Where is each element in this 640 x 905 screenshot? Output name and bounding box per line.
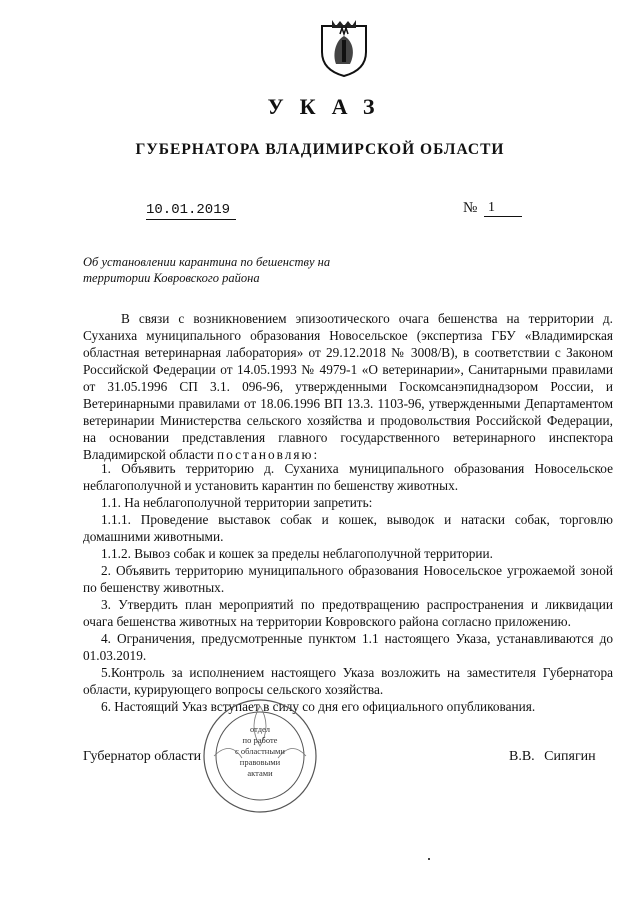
caption-line: территории Ковровского района: [83, 271, 260, 285]
decree-item-4: 4. Ограничения, предусмотренные пунктом 1.1 настоящего Указа, устанавливаются до 01.03.2019.: [83, 631, 613, 663]
decree-item-1-1-1: 1.1.1. Проведение выставок собак и кошек, выводок и натаски собак, торговлю домашними животными.: [83, 512, 613, 544]
document-number: 1: [484, 200, 522, 217]
decree-item-2: 2. Объявить территорию муниципального образования Новосельское угрожаемой зоной по бешенству животных.: [83, 563, 613, 595]
stamp-line: отдел: [249, 724, 271, 734]
document-date: 10.01.2019: [146, 202, 236, 220]
stamp-text: [200, 724, 320, 779]
decree-item-6: 6. Настоящий Указ вступает в силу со дня его официального опубликования.: [101, 699, 536, 714]
page-mark: [428, 858, 430, 860]
decree-item-1-1-2: 1.1.2. Вывоз собак и кошек за пределы неблагополучной территории.: [101, 546, 493, 561]
preamble-text: В связи с возникновением эпизоотического очага бешенства на территории д. Суханиха муниципального образования Новосельское (экспертиза ГБУ «Владимирская областная ветеринарная лаборатория» от 29.12.2018 № 3008/В), в соответствии с Законом Российской Федерации от 14.05.1993 № 4979-1 «О ветеринарии», Санитарными правилами от 31.05.1996 СП 3.1. 096-96, утвержденными Госкомсанэпиднадзором России, и Ветеринарными правилами от 18.06.1996 ВП 13.3. 1103-96, утвержденными Департаментом ветеринарии Министерства сельского хозяйства и продовольствия Российской Федерации, на основании представления главного государственного ветеринарного инспектора Владимирской области: [83, 311, 613, 462]
decree-item-3: 3. Утвердить план мероприятий по предотвращению распространения и ликвидации очага бешенства животных на территории Ковровского района согласно приложению.: [83, 597, 613, 629]
stamp-line: с областными: [235, 746, 285, 756]
signature-title: Губернатор области: [83, 749, 202, 764]
preamble-paragraph: [83, 310, 613, 463]
decree-item-1: 1. Объявить территорию д. Суханиха муниципального образования Новосельское неблагополучной и установить карантин по бешенству животных.: [83, 461, 613, 493]
signature-name: В.В. Сипягин: [509, 749, 596, 764]
decree-item-5: 5.Контроль за исполнением настоящего Указа возложить на заместителя Губернатора области, курирующего вопросы сельского хозяйства.: [83, 665, 613, 697]
decree-items: [83, 460, 613, 715]
stamp-line: по работе: [242, 735, 278, 745]
caption-line: Об установлении карантина по бешенству на: [83, 255, 331, 269]
coat-of-arms-icon: [318, 18, 370, 78]
document-caption: [83, 254, 383, 286]
stamp-line: правовыми: [239, 757, 281, 767]
document-subtitle: ГУБЕРНАТОРА ВЛАДИМИРСКОЙ ОБЛАСТИ: [135, 141, 505, 158]
decree-item-1-1: 1.1. На неблагополучной территории запретить:: [101, 495, 373, 510]
number-label: №: [463, 200, 478, 216]
decree-word: постановляю:: [217, 447, 320, 462]
document-title: УКАЗ: [267, 94, 391, 119]
stamp-line: актами: [247, 768, 273, 778]
